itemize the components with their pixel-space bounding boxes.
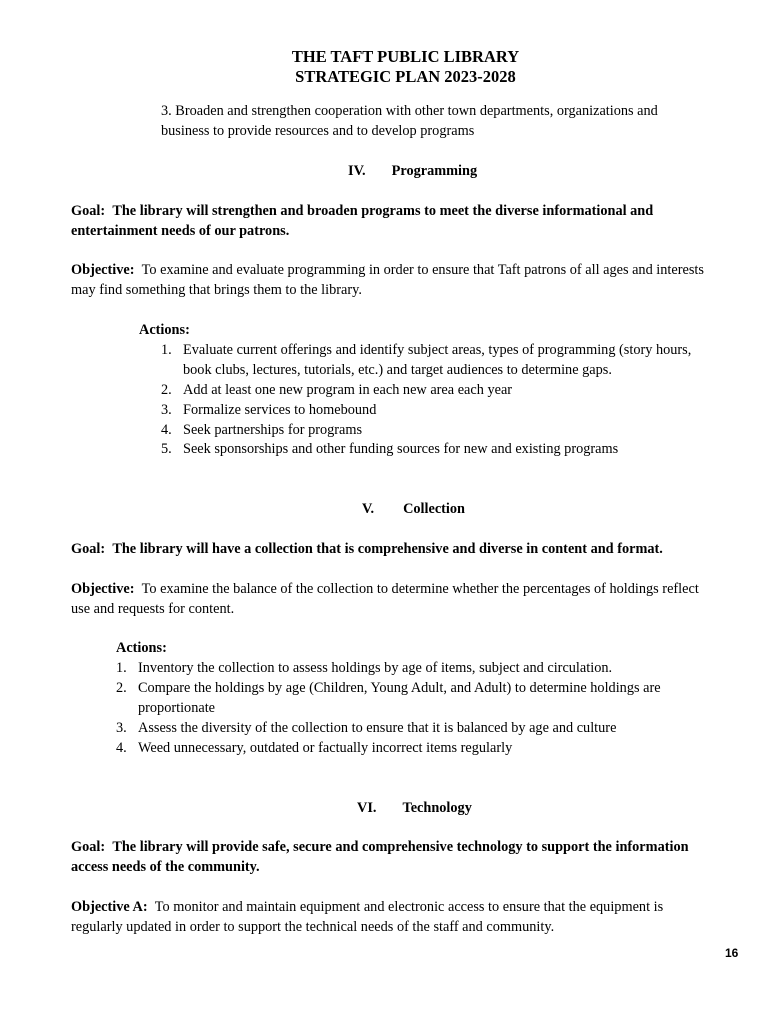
programming-goal: [71, 201, 653, 221]
collection-goal: [71, 539, 663, 559]
section-vi-title: Technology: [402, 800, 472, 816]
section-v-heading: [362, 499, 465, 519]
goal-text: The library will strengthen and broaden programs to meet the diverse informational and: [112, 203, 654, 219]
collection-objective: [71, 579, 699, 599]
goal-label: Goal:: [71, 839, 106, 855]
document-subtitle: STRATEGIC PLAN 2023-2028: [295, 67, 516, 86]
programming-goal-line-2: entertainment needs of our patrons.: [71, 223, 290, 239]
programming-objective-line-2: may find something that brings them to the library.: [71, 282, 362, 298]
collection-actions-label: Actions:: [116, 640, 167, 656]
list-item: 4. Weed unnecessary, outdated or factually incorrect items regularly: [116, 740, 513, 756]
technology-goal-line-2: access needs of the community.: [71, 859, 260, 875]
list-item: 5. Seek sponsorships and other funding sources for new and existing programs: [161, 441, 619, 457]
technology-objective: [71, 897, 663, 917]
objective-text: To monitor and maintain equipment and electronic access to ensure that the equipment is: [154, 899, 664, 915]
programming-actions-label: Actions:: [139, 322, 190, 338]
list-item-continuation: book clubs, lectures, tutorials, etc.) and target audiences to determine gaps.: [183, 362, 612, 378]
list-item: 2. Add at least one new program in each new area each year: [161, 382, 513, 398]
objective-label: Objective:: [71, 581, 135, 597]
list-item: 1. Evaluate current offerings and identify subject areas, types of programming (story hours,: [161, 342, 692, 358]
section-iv-numeral: IV.: [348, 163, 366, 179]
goal-text: The library will provide safe, secure and comprehensive technology to support the information: [112, 839, 689, 855]
programming-objective: [71, 260, 704, 280]
section-v-title: Collection: [403, 501, 466, 517]
section-vi-heading: [357, 798, 472, 818]
list-item: 2. Compare the holdings by age (Children, Young Adult, and Adult) to determine holdings are: [116, 680, 661, 696]
list-item: 3. Assess the diversity of the collection to ensure that it is balanced by age and culture: [116, 720, 617, 736]
objective-label: Objective A:: [71, 899, 148, 915]
goal-label: Goal:: [71, 541, 106, 557]
document-title: THE TAFT PUBLIC LIBRARY: [291, 47, 520, 66]
section-v-numeral: V.: [362, 501, 375, 517]
objective-text: To examine the balance of the collection to determine whether the percentages of holdings reflect: [141, 581, 699, 597]
section-vi-numeral: VI.: [357, 800, 377, 816]
objective-label: Objective:: [71, 262, 135, 278]
carryover-line-1: 3. Broaden and strengthen cooperation with other town departments, organizations and: [161, 103, 658, 119]
carryover-line-2: business to provide resources and to develop programs: [161, 123, 475, 139]
list-item: 3. Formalize services to homebound: [161, 402, 377, 418]
goal-text: The library will have a collection that is comprehensive and diverse in content and format.: [112, 541, 663, 557]
list-item: 1. Inventory the collection to assess holdings by age of items, subject and circulation.: [116, 660, 613, 676]
section-iv-heading: [348, 161, 477, 181]
list-item: 4. Seek partnerships for programs: [161, 422, 363, 438]
section-iv-title: Programming: [391, 163, 478, 179]
technology-goal: [71, 837, 689, 857]
objective-text: To examine and evaluate programming in order to ensure that Taft patrons of all ages and interests: [141, 262, 704, 278]
list-item-continuation: proportionate: [138, 700, 216, 716]
technology-objective-line-2: regularly updated in order to support the technical needs of the staff and community.: [71, 919, 555, 935]
goal-label: Goal:: [71, 203, 106, 219]
page-number: 16: [725, 946, 739, 960]
collection-objective-line-2: use and requests for content.: [71, 601, 235, 617]
